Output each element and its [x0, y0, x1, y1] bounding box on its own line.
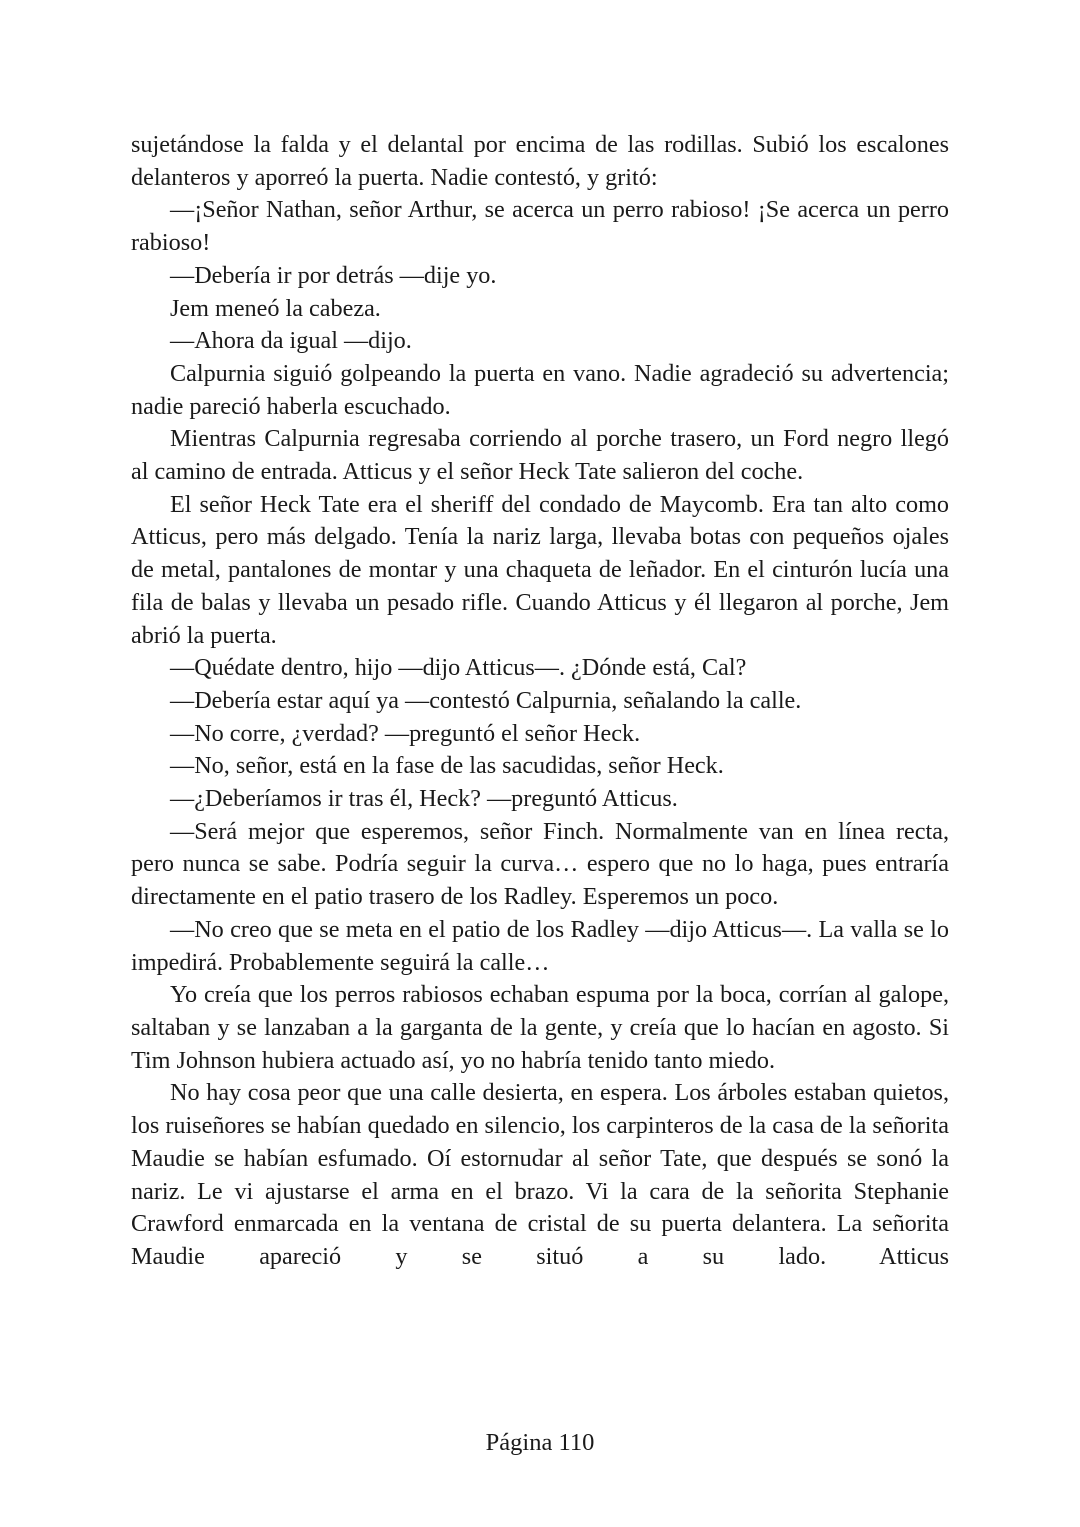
paragraph-2: —¡Señor Nathan, señor Arthur, se acerca un perro rabioso! ¡Se acerca un perro rabioso!	[131, 196, 949, 257]
paragraph-8: El señor Heck Tate era el sheriff del condado de Maycomb. Era tan alto como Atticus, pero más delgado. Tenía la nariz larga, llevaba botas con pequeños ojales de metal, pantalones de montar y una chaqueta de leñador. En el cinturón lucía una fila de balas y llevaba un pesado rifle. Cuando Atticus y él llegaron al porche, Jem abrió la puerta.	[131, 490, 949, 649]
paragraph-7: Mientras Calpurnia regresaba corriendo al porche trasero, un Ford negro llegó al camino de entrada. Atticus y el señor Heck Tate salieron del coche.	[131, 425, 949, 486]
paragraph-14: —Será mejor que esperemos, señor Finch. Normalmente van en línea recta, pero nunca se sabe. Podría seguir la curva… espero que no lo haga, pues entraría directamente en el patio trasero de los Radley. Esperemos un poco.	[131, 817, 949, 911]
paragraph-5: —Ahora da igual —dijo.	[170, 327, 412, 355]
page-body	[131, 129, 949, 1274]
paragraph-1: sujetándose la falda y el delantal por encima de las rodillas. Subió los escalones delanteros y aporreó la puerta. Nadie contestó, y gritó:	[131, 131, 949, 191]
paragraph-3: —Debería ir por detrás —dije yo.	[170, 261, 497, 289]
paragraph-12: —No, señor, está en la fase de las sacudidas, señor Heck.	[170, 752, 724, 780]
paragraph-11: —No corre, ¿verdad? —preguntó el señor Heck.	[170, 719, 641, 747]
paragraph-10: —Debería estar aquí ya —contestó Calpurnia, señalando la calle.	[170, 686, 802, 714]
page-number: Página 110	[485, 1429, 595, 1456]
paragraph-4: Jem meneó la cabeza.	[170, 294, 381, 322]
paragraph-17: No hay cosa peor que una calle desierta, en espera. Los árboles estaban quietos, los ruiseñores se habían quedado en silencio, los carpinteros de la casa de la señorita Maudie se habían esfumado. Oí estornudar al señor Tate, que después se sonó la nariz. Le vi ajustarse el arma en el brazo. Vi la cara de la señorita Stephanie Crawford enmarcada en la ventana de cristal de su puerta delantera. La señorita Maudie apareció y se situó a su lado. Atticus	[131, 1079, 949, 1270]
paragraph-13: —¿Deberíamos ir tras él, Heck? —preguntó Atticus.	[170, 785, 678, 813]
paragraph-6: Calpurnia siguió golpeando la puerta en vano. Nadie agradeció su advertencia; nadie pareció haberla escuchado.	[131, 359, 949, 420]
paragraph-15: —No creo que se meta en el patio de los Radley —dijo Atticus—. La valla se lo impedirá. Probablemente seguirá la calle…	[131, 915, 949, 976]
paragraph-9: —Quédate dentro, hijo —dijo Atticus—. ¿Dónde está, Cal?	[170, 654, 747, 682]
paragraph-16: Yo creía que los perros rabiosos echaban espuma por la boca, corrían al galope, saltaban y se lanzaban a la garganta de la gente, y creía que lo hacían en agosto. Si Tim Johnson hubiera actuado así, yo no habría tenido tanto miedo.	[131, 981, 949, 1074]
